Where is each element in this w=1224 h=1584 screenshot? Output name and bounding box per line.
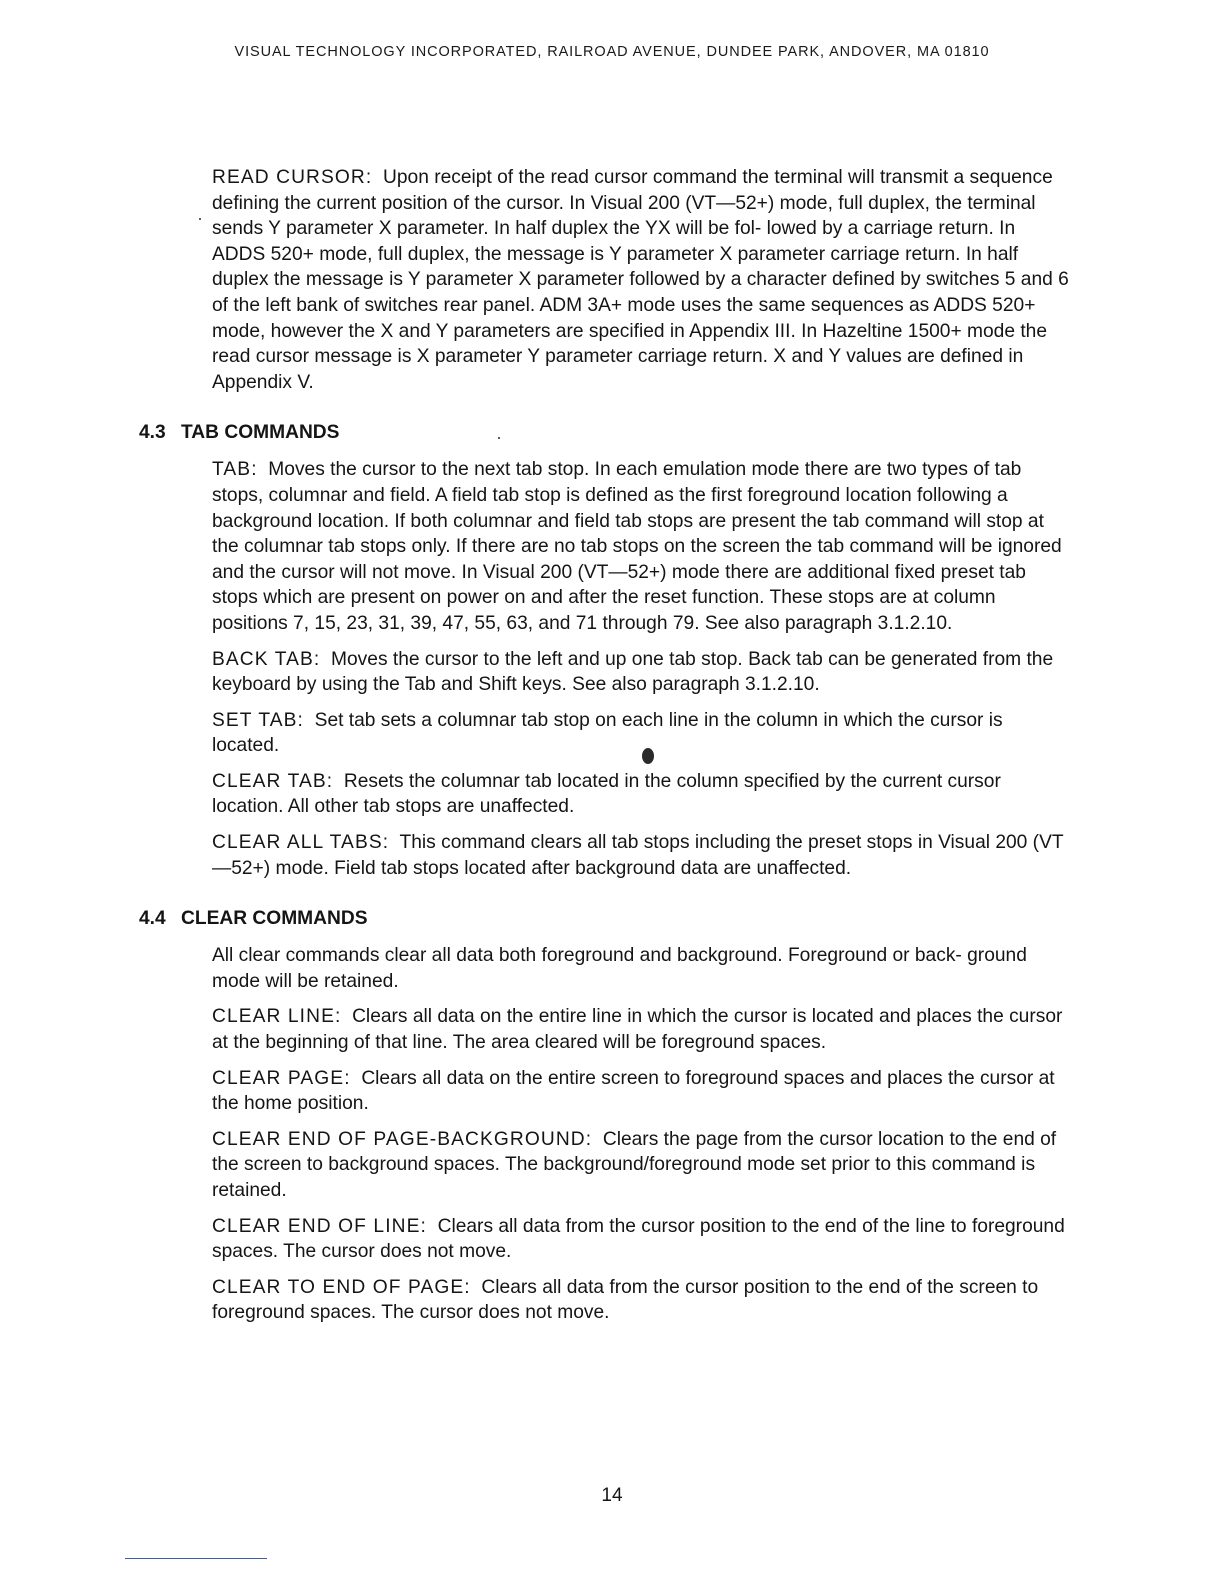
clear-page-paragraph <box>212 1066 1070 1117</box>
clear-intro-paragraph <box>212 943 1070 994</box>
paragraph-body: Clears all data from the cursor position to the end of the line to foreground spaces. The cursor does not move. <box>212 1215 1065 1263</box>
paragraph-body: Upon receipt of the read cursor command the terminal will transmit a sequence defining the current position of the cursor. In Visual 200 (VT—52+) mode, full duplex, the terminal sends Y parameter X parameter. In half duplex the YX will be fol- lowed by a carriage return. In ADDS 520+ mode, full duplex, the message is Y parameter X parameter carriage return. In half duplex the message is Y parameter X parameter followed by a character defined by switches 5 and 6 of the left bank of switches rear panel. ADM 3A+ mode uses the same sequences as ADDS 520+ mode, however the X and Y parameters are specified in Appendix III. In Hazeltine 1500+ mode the read cursor message is X parameter Y parameter carriage return. X and Y values are defined in Appendix V. <box>212 167 1069 393</box>
section-title: TAB COMMANDS <box>181 422 340 444</box>
paragraph-term: CLEAR TO END OF PAGE: <box>212 1276 471 1298</box>
paragraph-body: This command clears all tab stops including the preset stops in Visual 200 (VT—52+) mode. Field tab stops located after background data are unaffected. <box>212 832 1064 879</box>
paragraph-term: TAB: <box>212 459 258 481</box>
paragraph-term: CLEAR ALL TABS: <box>212 832 390 854</box>
paragraph-body: Moves the cursor to the left and up one tab stop. Back tab can be generated from the keyboard by using the Tab and Shift keys. See also paragraph 3.1.2.10. <box>212 648 1054 696</box>
paragraph-body: Moves the cursor to the next tab stop. In each emulation mode there are two types of tab stops, columnar and field. A field tab stop is defined as the first foreground location following a background location. If both columnar and field tab stops are present the tab command will stop at the columnar tab stops only. If there are no tab stops on the screen the tab command will be ignored and the cursor will not move. In Visual 200 (VT—52+) mode there are additional fixed preset tab stops which are present on power on and after the reset function. These stops are at column positions 7, 15, 23, 31, 39, 47, 55, 63, and 71 through 79. See also paragraph 3.1.2.10. <box>212 459 1062 634</box>
paragraph-term: READ CURSOR: <box>212 167 373 188</box>
scan-speck-mark <box>498 437 500 439</box>
section-heading-clear-commands <box>139 907 1224 931</box>
clear-tab-paragraph <box>212 769 1070 820</box>
section-number: 4.4 <box>139 908 166 930</box>
section-heading-tab-commands <box>139 421 1224 445</box>
clear-line-paragraph <box>212 1004 1070 1055</box>
set-tab-paragraph <box>212 708 1070 759</box>
letterhead: VISUAL TECHNOLOGY INCORPORATED, RAILROAD AVENUE, DUNDEE PARK, ANDOVER, MA 01810 <box>234 44 990 60</box>
clear-to-end-of-page-paragraph <box>212 1275 1070 1326</box>
paragraph-body: Clears all data from the cursor position to the end of the screen to foreground spaces. The cursor does not move. <box>212 1276 1039 1324</box>
paragraph-term: CLEAR TAB: <box>212 770 334 792</box>
clear-end-of-line-paragraph <box>212 1214 1070 1265</box>
paragraph-term: CLEAR END OF LINE: <box>212 1215 427 1237</box>
read-cursor-paragraph <box>212 165 1070 395</box>
tab-paragraph <box>212 457 1070 636</box>
paragraph-body: Clears all data on the entire screen to foreground spaces and places the cursor at the home position. <box>212 1067 1055 1115</box>
paragraph-term: SET TAB: <box>212 709 304 731</box>
scan-speck-mark <box>199 218 201 220</box>
clear-all-tabs-paragraph <box>212 830 1070 881</box>
page-number: 14 <box>601 1485 623 1506</box>
section-title: CLEAR COMMANDS <box>181 908 368 930</box>
clear-end-of-page-background-paragraph <box>212 1127 1070 1204</box>
paragraph-term: CLEAR END OF PAGE-BACKGROUND: <box>212 1128 593 1150</box>
paragraph-body: Resets the columnar tab located in the column specified by the current cursor location. All other tab stops are unaffected. <box>212 770 1001 818</box>
paragraph-term: CLEAR PAGE: <box>212 1067 351 1089</box>
paragraph-term: CLEAR LINE: <box>212 1006 342 1028</box>
paragraph-body: Clears all data on the entire line in which the cursor is located and places the cursor at the beginning of that line. The area cleared will be foreground spaces. <box>212 1006 1063 1054</box>
section-number: 4.3 <box>139 422 166 444</box>
paragraph-body: Clears the page from the cursor location to the end of the screen to background spaces. The background/foreground mode set prior to this command is retained. <box>212 1128 1057 1201</box>
footer-rule <box>125 1558 267 1559</box>
back-tab-paragraph <box>212 647 1070 698</box>
ink-blot-mark <box>642 748 654 764</box>
paragraph-body: All clear commands clear all data both foreground and background. Foreground or back- ground mode will be retained. <box>212 945 1027 992</box>
paragraph-term: BACK TAB: <box>212 648 321 670</box>
paragraph-body: Set tab sets a columnar tab stop on each line in the column in which the cursor is located. <box>212 709 1003 757</box>
page-body <box>0 165 1224 1336</box>
